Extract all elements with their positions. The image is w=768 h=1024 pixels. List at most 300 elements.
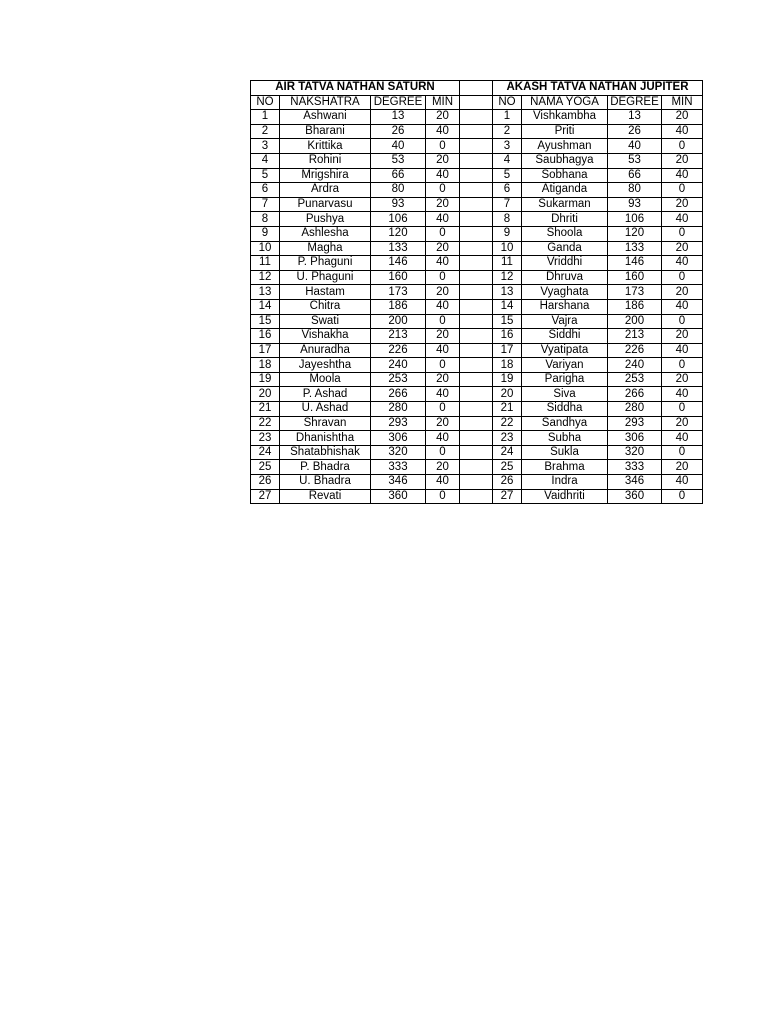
spacer-cell <box>460 183 492 198</box>
spacer-row <box>460 475 492 490</box>
table-row <box>493 402 703 417</box>
table-cell: 12 <box>251 270 280 285</box>
table-cell: Shatabhishak <box>280 445 371 460</box>
table-cell: 24 <box>251 445 280 460</box>
spacer-row <box>460 183 492 198</box>
table-row <box>493 475 703 490</box>
column-header: NAMA YOGA <box>522 95 608 110</box>
spacer-cell <box>460 256 492 271</box>
table-cell: 8 <box>493 212 522 227</box>
spacer-row <box>460 212 492 227</box>
table-cell: 20 <box>662 285 703 300</box>
table-row <box>251 183 460 198</box>
table-cell: 40 <box>371 139 426 154</box>
table-row <box>493 212 703 227</box>
table-cell: Dhriti <box>522 212 608 227</box>
table-cell: 40 <box>608 139 662 154</box>
table-row <box>493 226 703 241</box>
spacer-row <box>460 197 492 212</box>
table-row <box>493 168 703 183</box>
table-cell: 40 <box>662 387 703 402</box>
table-cell: 20 <box>662 241 703 256</box>
table-cell: 253 <box>371 372 426 387</box>
table-cell: 120 <box>608 226 662 241</box>
table-cell: Swati <box>280 314 371 329</box>
table-cell: 10 <box>251 241 280 256</box>
table-cell: Vajra <box>522 314 608 329</box>
table-cell: Vyaghata <box>522 285 608 300</box>
table-cell: 8 <box>251 212 280 227</box>
table-cell: 2 <box>493 124 522 139</box>
table-cell: 293 <box>608 416 662 431</box>
table-cell: 6 <box>251 183 280 198</box>
table-cell: Moola <box>280 372 371 387</box>
table-cell: 293 <box>371 416 426 431</box>
table-row <box>251 256 460 271</box>
spacer-row <box>460 110 492 125</box>
spacer-row <box>460 329 492 344</box>
table-cell: 40 <box>662 124 703 139</box>
spacer-cell <box>460 95 492 110</box>
table-cell: Indra <box>522 475 608 490</box>
table-cell: 280 <box>371 402 426 417</box>
column-header: MIN <box>426 95 460 110</box>
table-cell: 160 <box>608 270 662 285</box>
table-row <box>493 270 703 285</box>
table-cell: 17 <box>493 343 522 358</box>
table-row <box>251 241 460 256</box>
table-cell: 0 <box>426 183 460 198</box>
table-cell: Siddha <box>522 402 608 417</box>
table-cell: U. Phaguni <box>280 270 371 285</box>
table-cell: 0 <box>426 226 460 241</box>
table-cell: 40 <box>662 475 703 490</box>
table-cell: Revati <box>280 489 371 504</box>
table-cell: 40 <box>426 343 460 358</box>
table-cell: 0 <box>662 183 703 198</box>
table-cell: 19 <box>493 372 522 387</box>
spacer-row <box>460 285 492 300</box>
table-cell: 4 <box>493 153 522 168</box>
table-cell: Saubhagya <box>522 153 608 168</box>
table-cell: 18 <box>251 358 280 373</box>
table-cell: 146 <box>371 256 426 271</box>
table-cell: 0 <box>426 358 460 373</box>
table-row <box>493 241 703 256</box>
table-cell: 0 <box>426 270 460 285</box>
table-cell: 27 <box>251 489 280 504</box>
table-cell: 173 <box>371 285 426 300</box>
table-cell: 9 <box>493 226 522 241</box>
table-cell: 20 <box>426 153 460 168</box>
table-row <box>251 299 460 314</box>
header-row <box>251 95 460 110</box>
table-cell: 20 <box>662 153 703 168</box>
table-cell: Subha <box>522 431 608 446</box>
table-cell: Ashwani <box>280 110 371 125</box>
table-cell: Krittika <box>280 139 371 154</box>
table-cell: 16 <box>251 329 280 344</box>
table-row <box>251 372 460 387</box>
column-header: NAKSHATRA <box>280 95 371 110</box>
table-row <box>251 168 460 183</box>
table-cell: 20 <box>426 329 460 344</box>
table-row <box>251 314 460 329</box>
table-cell: Hastam <box>280 285 371 300</box>
table-cell: 40 <box>662 256 703 271</box>
table-cell: Anuradha <box>280 343 371 358</box>
table-row <box>493 387 703 402</box>
table-cell: 20 <box>426 285 460 300</box>
table-cell: 5 <box>251 168 280 183</box>
table-cell: 15 <box>493 314 522 329</box>
table-cell: 40 <box>662 431 703 446</box>
spacer-row <box>460 445 492 460</box>
spacer-cell <box>460 197 492 212</box>
table-cell: 226 <box>371 343 426 358</box>
table-cell: 200 <box>371 314 426 329</box>
spacer-cell <box>460 445 492 460</box>
table-cell: 20 <box>662 416 703 431</box>
table-row <box>493 343 703 358</box>
table-cell: 9 <box>251 226 280 241</box>
spacer-cell <box>460 285 492 300</box>
table-cell: 3 <box>251 139 280 154</box>
table-cell: 18 <box>493 358 522 373</box>
table-cell: 0 <box>662 226 703 241</box>
table-cell: 106 <box>608 212 662 227</box>
table-cell: 40 <box>662 168 703 183</box>
table-row <box>493 110 703 125</box>
table-cell: 173 <box>608 285 662 300</box>
spacer-row <box>460 139 492 154</box>
spacer-row <box>460 489 492 504</box>
table-cell: 20 <box>426 241 460 256</box>
table-cell: 1 <box>493 110 522 125</box>
table-cell: 25 <box>493 460 522 475</box>
table-cell: 40 <box>662 212 703 227</box>
table-cell: 3 <box>493 139 522 154</box>
table-cell: 20 <box>662 372 703 387</box>
table-cell: 53 <box>608 153 662 168</box>
table-cell: 26 <box>493 475 522 490</box>
spacer-cell <box>460 168 492 183</box>
table-cell: 360 <box>371 489 426 504</box>
table-cell: 11 <box>493 256 522 271</box>
spacer-cell <box>460 314 492 329</box>
table-cell: 20 <box>426 110 460 125</box>
table-cell: Jayeshtha <box>280 358 371 373</box>
table-cell: 20 <box>251 387 280 402</box>
spacer-row <box>460 270 492 285</box>
table-cell: 20 <box>662 329 703 344</box>
table-row <box>251 110 460 125</box>
spacer-row <box>460 314 492 329</box>
spacer-cell <box>460 153 492 168</box>
table-cell: 93 <box>371 197 426 212</box>
table-cell: 20 <box>662 197 703 212</box>
table-cell: 20 <box>426 372 460 387</box>
table-cell: 346 <box>371 475 426 490</box>
table-cell: 22 <box>251 416 280 431</box>
akash-tatva-table <box>492 80 703 504</box>
table-cell: Brahma <box>522 460 608 475</box>
table-cell: Shoola <box>522 226 608 241</box>
spacer-cell <box>460 402 492 417</box>
table-cell: Vriddhi <box>522 256 608 271</box>
table-cell: 213 <box>608 329 662 344</box>
table-row <box>251 270 460 285</box>
table-cell: 14 <box>493 299 522 314</box>
table-row <box>251 226 460 241</box>
table-cell: 213 <box>371 329 426 344</box>
table-cell: 13 <box>608 110 662 125</box>
table-cell: 26 <box>251 475 280 490</box>
table-row <box>493 124 703 139</box>
table-cell: 2 <box>251 124 280 139</box>
table-cell: 280 <box>608 402 662 417</box>
spacer-cell <box>460 416 492 431</box>
table-cell: 0 <box>662 314 703 329</box>
spacer-cell <box>460 270 492 285</box>
spacer-row <box>460 431 492 446</box>
spacer-row <box>460 387 492 402</box>
table-cell: 146 <box>608 256 662 271</box>
table-cell: 80 <box>371 183 426 198</box>
table-cell: 186 <box>608 299 662 314</box>
table-cell: 17 <box>251 343 280 358</box>
table-cell: Sukarman <box>522 197 608 212</box>
table-cell: 306 <box>608 431 662 446</box>
table-cell: P. Ashad <box>280 387 371 402</box>
table-cell: 346 <box>608 475 662 490</box>
table-row <box>251 343 460 358</box>
table-cell: 15 <box>251 314 280 329</box>
table-cell: U. Bhadra <box>280 475 371 490</box>
table-cell: 4 <box>251 153 280 168</box>
spacer-cell <box>460 489 492 504</box>
table-cell: Priti <box>522 124 608 139</box>
table-cell: 306 <box>371 431 426 446</box>
spacer-row <box>460 81 492 96</box>
table-cell: 360 <box>608 489 662 504</box>
table-cell: 19 <box>251 372 280 387</box>
table-cell: Magha <box>280 241 371 256</box>
table-cell: U. Ashad <box>280 402 371 417</box>
table-cell: 333 <box>608 460 662 475</box>
spacer-cell <box>460 372 492 387</box>
spacer-cell <box>460 110 492 125</box>
table-cell: Dhanishtha <box>280 431 371 446</box>
table-row <box>251 416 460 431</box>
spacer-cell <box>460 212 492 227</box>
spacer-row <box>460 416 492 431</box>
table-cell: 21 <box>251 402 280 417</box>
table-cell: 0 <box>662 139 703 154</box>
table-cell: 22 <box>493 416 522 431</box>
table-cell: 80 <box>608 183 662 198</box>
table-cell: Sandhya <box>522 416 608 431</box>
table-cell: 0 <box>426 314 460 329</box>
table-cell: Dhruva <box>522 270 608 285</box>
table-cell: Sobhana <box>522 168 608 183</box>
table-cell: Mrigshira <box>280 168 371 183</box>
spacer-cell <box>460 475 492 490</box>
table-cell: 7 <box>251 197 280 212</box>
spacer-cell <box>460 460 492 475</box>
table-cell: 66 <box>371 168 426 183</box>
spacer-cell <box>460 139 492 154</box>
table-cell: 20 <box>662 460 703 475</box>
table-cell: Vaidhriti <box>522 489 608 504</box>
table-cell: 40 <box>426 431 460 446</box>
table-row <box>493 489 703 504</box>
spacer-cell <box>460 241 492 256</box>
table-cell: 26 <box>608 124 662 139</box>
table-cell: Siva <box>522 387 608 402</box>
table-row <box>493 460 703 475</box>
table-cell: 240 <box>608 358 662 373</box>
table-cell: 14 <box>251 299 280 314</box>
spacer-row <box>460 95 492 110</box>
table-cell: 23 <box>251 431 280 446</box>
spacer-row <box>460 168 492 183</box>
table-cell: Harshana <box>522 299 608 314</box>
table-row <box>493 153 703 168</box>
spacer-cell <box>460 431 492 446</box>
table-cell: Rohini <box>280 153 371 168</box>
table-cell: Bharani <box>280 124 371 139</box>
table-row <box>251 431 460 446</box>
table-row <box>251 124 460 139</box>
table-row <box>251 139 460 154</box>
spacer-row <box>460 241 492 256</box>
table-row <box>493 329 703 344</box>
spacer-cell <box>460 124 492 139</box>
spacer-row <box>460 299 492 314</box>
table-cell: 10 <box>493 241 522 256</box>
table-cell: 320 <box>608 445 662 460</box>
table-cell: 266 <box>371 387 426 402</box>
table-cell: Punarvasu <box>280 197 371 212</box>
table-cell: P. Phaguni <box>280 256 371 271</box>
table-row <box>251 475 460 490</box>
table-cell: 40 <box>426 124 460 139</box>
table-cell: 12 <box>493 270 522 285</box>
table-row <box>493 445 703 460</box>
table-row <box>493 197 703 212</box>
table-row <box>251 285 460 300</box>
spacer-cell <box>460 387 492 402</box>
table-cell: 226 <box>608 343 662 358</box>
table-cell: Variyan <box>522 358 608 373</box>
spacer-cell <box>460 226 492 241</box>
table-title: AKASH TATVA NATHAN JUPITER <box>493 81 703 96</box>
table-cell: 13 <box>251 285 280 300</box>
table-cell: 106 <box>371 212 426 227</box>
table-cell: 40 <box>662 299 703 314</box>
table-cell: 0 <box>662 489 703 504</box>
table-row <box>493 139 703 154</box>
table-row <box>251 197 460 212</box>
table-cell: Vishakha <box>280 329 371 344</box>
table-title: AIR TATVA NATHAN SATURN <box>251 81 460 96</box>
table-cell: 0 <box>662 358 703 373</box>
table-cell: 186 <box>371 299 426 314</box>
table-cell: 333 <box>371 460 426 475</box>
table-cell: Atiganda <box>522 183 608 198</box>
table-cell: 1 <box>251 110 280 125</box>
column-header: DEGREE <box>371 95 426 110</box>
table-cell: 13 <box>493 285 522 300</box>
table-row <box>251 212 460 227</box>
table-cell: 23 <box>493 431 522 446</box>
table-row <box>251 402 460 417</box>
table-cell: Pushya <box>280 212 371 227</box>
air-tatva-table <box>250 80 460 504</box>
spacer-cell <box>460 299 492 314</box>
table-cell: 0 <box>662 270 703 285</box>
spacer-row <box>460 372 492 387</box>
table-cell: 21 <box>493 402 522 417</box>
table-row <box>251 445 460 460</box>
header-row <box>493 95 703 110</box>
table-row <box>251 387 460 402</box>
table-cell: Chitra <box>280 299 371 314</box>
table-cell: Siddhi <box>522 329 608 344</box>
table-cell: 20 <box>662 110 703 125</box>
table-cell: 0 <box>426 489 460 504</box>
table-cell: 40 <box>426 475 460 490</box>
table-cell: 25 <box>251 460 280 475</box>
table-cell: 40 <box>426 168 460 183</box>
table-row <box>251 489 460 504</box>
spacer-row <box>460 402 492 417</box>
table-row <box>493 416 703 431</box>
spacer-row <box>460 153 492 168</box>
spacer-cell <box>460 343 492 358</box>
column-header: NO <box>493 95 522 110</box>
table-cell: 6 <box>493 183 522 198</box>
table-cell: 0 <box>662 445 703 460</box>
table-cell: Ashlesha <box>280 226 371 241</box>
table-cell: 0 <box>662 402 703 417</box>
table-row <box>493 299 703 314</box>
table-row <box>493 431 703 446</box>
table-row <box>251 460 460 475</box>
table-cell: 320 <box>371 445 426 460</box>
spacer-column <box>460 80 492 504</box>
spacer-row <box>460 226 492 241</box>
table-cell: 20 <box>426 460 460 475</box>
table-row <box>493 285 703 300</box>
table-cell: 66 <box>608 168 662 183</box>
table-cell: 5 <box>493 168 522 183</box>
table-row <box>493 183 703 198</box>
table-cell: 40 <box>426 299 460 314</box>
table-cell: 133 <box>608 241 662 256</box>
table-cell: Ardra <box>280 183 371 198</box>
table-cell: Shravan <box>280 416 371 431</box>
table-cell: 20 <box>426 416 460 431</box>
table-cell: 40 <box>426 387 460 402</box>
table-cell: 11 <box>251 256 280 271</box>
table-cell: 240 <box>371 358 426 373</box>
spacer-row <box>460 358 492 373</box>
column-header: DEGREE <box>608 95 662 110</box>
spacer-cell <box>460 329 492 344</box>
column-header: NO <box>251 95 280 110</box>
